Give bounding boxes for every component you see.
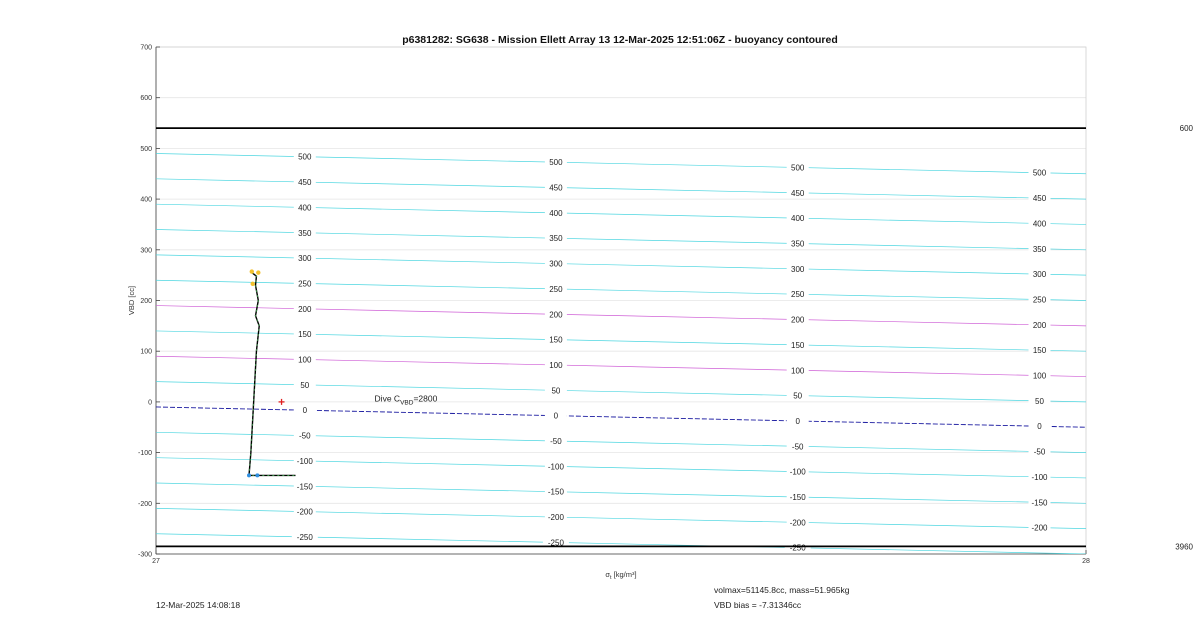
contour-label: -150 (789, 493, 806, 503)
contour-label: 500 (549, 158, 563, 168)
contour-label: 500 (1032, 168, 1047, 178)
dive-cvbd-annotation: Dive $C_{VBD}=2800$ (374, 393, 438, 407)
contour-label: 100 (791, 366, 805, 376)
contour-label: 250 (549, 284, 563, 294)
contour-label: 50 (300, 380, 310, 390)
contour-label: 300 (549, 259, 563, 269)
bottom-marker (255, 473, 259, 477)
x-tick-label: 27 (152, 558, 160, 565)
limit-label: 600 (1179, 124, 1193, 134)
dive-trace-highlight (249, 273, 296, 476)
contour-label: 150 (298, 330, 312, 340)
chart-title: p6381282: SG638 - Mission Ellett Array 13 12-Mar-2025 12:51:06Z - buoyancy contoured (402, 34, 838, 46)
contour-label: 150 (791, 340, 805, 350)
y-tick-label: -300 (137, 551, 152, 559)
contour-label: -250 (547, 538, 564, 548)
contour-label: 500 (298, 152, 312, 162)
y-tick-label: -200 (137, 500, 152, 508)
contour-label: 50 (1035, 396, 1044, 406)
y-tick-label: 100 (140, 348, 152, 356)
contour-label: -200 (789, 518, 806, 528)
contour-label: 200 (549, 310, 563, 320)
contour-label: 200 (791, 315, 805, 325)
contour-label: 250 (298, 279, 312, 289)
contour-label: 100 (1032, 371, 1047, 381)
contour-label: 0 (1037, 422, 1042, 432)
contour-label: 0 (553, 411, 559, 421)
y-tick-label: 700 (140, 44, 152, 52)
contour-label: 350 (1032, 244, 1047, 254)
contour-label: 300 (1032, 270, 1047, 280)
contour-label: -50 (791, 442, 804, 452)
y-tick-label: 200 (140, 298, 152, 305)
contour-label: 250 (791, 290, 805, 300)
contour-label: -150 (547, 487, 564, 497)
contour-label: -50 (299, 431, 311, 441)
contour-label: -150 (296, 482, 313, 492)
surface-marker (256, 270, 260, 274)
contour-lines (156, 153, 1086, 554)
contour-label: 450 (549, 183, 563, 193)
plot-area (127, 45, 1194, 582)
contour-label: 450 (791, 188, 805, 198)
contour-label: -200 (296, 507, 313, 517)
surface-marker (251, 282, 255, 286)
y-tick-label: 600 (140, 95, 152, 103)
contour-label: 450 (298, 178, 312, 188)
contour-label: -50 (550, 437, 562, 447)
contour-label: 50 (551, 386, 561, 396)
contour-label: 250 (1032, 295, 1047, 305)
contour-label: -200 (547, 513, 564, 523)
vbd-bias-text: VBD bias = -7.31346cc (714, 600, 802, 610)
y-tick-label: -100 (137, 450, 152, 458)
contour-label: 350 (791, 239, 805, 249)
contour-label: 200 (1032, 320, 1047, 330)
contour-label: 0 (302, 406, 308, 416)
contour-label: 100 (298, 355, 312, 365)
limit-label: 3960 (1175, 542, 1193, 552)
contour-label: 150 (1032, 346, 1047, 356)
x-tick-label: 28 (1082, 558, 1090, 565)
contour-label: 400 (1032, 219, 1047, 229)
x-axis-label: $\sigma_t$ [kg/m³] (605, 570, 637, 581)
contour-label: -50 (1033, 447, 1046, 457)
contour-label: 350 (298, 228, 312, 238)
contour-label: -100 (547, 462, 564, 472)
y-axis-label: VBD [cc] (127, 285, 136, 316)
contour-label: -150 (1031, 498, 1048, 508)
contour-label: 50 (793, 391, 803, 401)
contour-label: 400 (549, 208, 563, 218)
y-tick-label: 500 (140, 145, 152, 153)
contour-label: 150 (549, 335, 563, 345)
contour-label: 400 (791, 214, 805, 224)
contour-label: -250 (296, 532, 313, 542)
contour-label: 200 (298, 304, 312, 314)
contour-label: 500 (791, 163, 805, 173)
y-tick-label: 400 (140, 196, 152, 204)
y-tick-label: 0 (148, 399, 152, 407)
surface-marker (250, 269, 254, 273)
contour-label: 300 (298, 254, 312, 264)
contour-label: -100 (789, 467, 806, 477)
contour-label: -200 (1031, 523, 1048, 533)
contour-label: 300 (791, 264, 805, 274)
contour-label: 400 (298, 203, 312, 213)
contour-label: -100 (1031, 472, 1048, 482)
contour-label: 100 (549, 360, 563, 370)
dive-trace (249, 273, 296, 476)
timestamp-text: 12-Mar-2025 14:08:18 (156, 600, 241, 610)
contour-label: -100 (296, 456, 313, 466)
bottom-marker (247, 473, 251, 477)
contour-label: 0 (795, 416, 800, 426)
volmax-text: volmax=51145.8cc, mass=51.965kg (714, 585, 850, 595)
contour-label: 350 (549, 234, 563, 244)
y-tick-label: 300 (140, 247, 152, 255)
contour-label: 450 (1032, 194, 1047, 204)
contour-label: -250 (789, 543, 806, 553)
